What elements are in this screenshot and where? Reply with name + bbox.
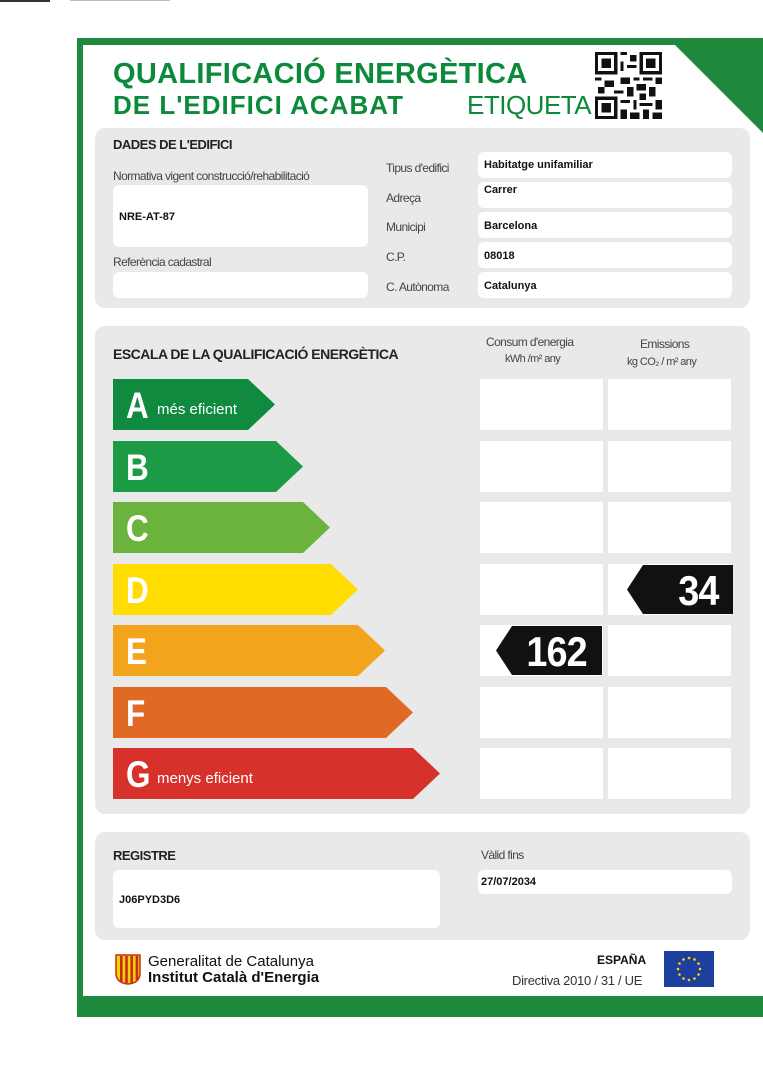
- consum-cell-a: [480, 379, 603, 430]
- eu-star: [699, 968, 702, 971]
- directiva-label: Directiva 2010 / 31 / UE: [512, 973, 643, 988]
- eu-star: [678, 962, 681, 965]
- consum-cell-d: [480, 564, 603, 615]
- eu-star: [682, 958, 685, 961]
- eu-star: [697, 962, 700, 965]
- emissions-cell-c: [608, 502, 731, 553]
- consum-unit: kWh /m² any: [505, 353, 561, 365]
- rating-note-g: menys eficient: [157, 770, 253, 787]
- field-label-municipi: Municipi: [386, 220, 426, 234]
- field-label-cp: C.P.: [386, 250, 406, 264]
- rating-bar-b: [113, 441, 303, 492]
- generalitat-logo-icon: [115, 953, 141, 985]
- qr-code-icon: [595, 52, 662, 119]
- registre-value: J06PYD3D6: [119, 894, 181, 906]
- field-value-municipi: Barcelona: [484, 220, 538, 232]
- eu-star: [678, 973, 681, 976]
- rating-letter-d: D: [126, 570, 149, 611]
- rating-letter-f: F: [126, 693, 146, 734]
- eu-star: [688, 957, 691, 960]
- rating-bar-c: [113, 502, 330, 553]
- eu-star: [677, 968, 680, 971]
- scan-mark: [0, 0, 50, 2]
- field-box-cp: [478, 242, 732, 268]
- rating-letter-a: A: [126, 385, 149, 426]
- field-value-cp: 08018: [484, 250, 515, 262]
- rating-bar-d: [113, 564, 358, 615]
- emissions-cell-e: [608, 625, 731, 676]
- rating-bar-a: [113, 379, 275, 430]
- emissions-cell-g: [608, 748, 731, 799]
- field-label-autonoma: C. Autònoma: [386, 280, 449, 294]
- normativa-label: Normativa vigent construcció/rehabilitació: [113, 169, 310, 183]
- rating-bar-g: [113, 748, 440, 799]
- rating-bar-f: [113, 687, 413, 738]
- consum-indicator: [496, 626, 602, 675]
- emissions-value: 34: [678, 567, 719, 614]
- scale-title: ESCALA DE LA QUALIFICACIÓ ENERGÈTICA: [113, 346, 399, 362]
- eu-star: [693, 958, 696, 961]
- eu-star: [688, 979, 691, 982]
- eu-star: [682, 977, 685, 980]
- valid-value: 27/07/2034: [481, 876, 537, 888]
- etiqueta-label: ETIQUETA: [467, 90, 592, 120]
- consum-cell-c: [480, 502, 603, 553]
- building-section-title: DADES DE L'EDIFICI: [113, 137, 233, 152]
- cadastral-label: Referència cadastral: [113, 255, 212, 269]
- cadastral-box: [113, 272, 368, 298]
- consum-value: 162: [526, 628, 587, 675]
- valid-label: Vàlid fins: [481, 848, 524, 862]
- footer-line: [77, 1016, 763, 1017]
- consum-cell-b: [480, 441, 603, 492]
- emissions-cell-f: [608, 687, 731, 738]
- emissions-cell-a: [608, 379, 731, 430]
- consum-cell-g: [480, 748, 603, 799]
- rating-letter-g: G: [126, 754, 151, 795]
- eu-star: [693, 977, 696, 980]
- rating-note-a: més eficient: [157, 401, 238, 418]
- generalitat-line1: Generalitat de Catalunya: [148, 953, 314, 970]
- rating-letter-c: C: [126, 508, 149, 549]
- generalitat-line2: Institut Català d'Energia: [148, 969, 320, 986]
- field-label-adreca: Adreça: [386, 191, 421, 205]
- normativa-value: NRE-AT-87: [119, 211, 176, 223]
- registre-label: REGISTRE: [113, 848, 176, 863]
- consum-header: Consum d'energia: [486, 335, 574, 349]
- emissions-header: Emissions: [640, 337, 690, 351]
- emissions-unit: kg CO₂ / m² any: [627, 356, 697, 368]
- eu-flag-icon: [664, 951, 714, 987]
- field-value-tipus: Habitatge unifamiliar: [484, 159, 593, 171]
- eu-star: [697, 973, 700, 976]
- espana-label: ESPAÑA: [597, 953, 647, 967]
- scan-mark-2: [70, 0, 170, 1]
- rating-letter-b: B: [126, 447, 149, 488]
- title-line2: DE L'EDIFICI ACABAT: [113, 90, 404, 120]
- emissions-cell-b: [608, 441, 731, 492]
- field-value-autonoma: Catalunya: [484, 280, 537, 292]
- consum-cell-f: [480, 687, 603, 738]
- title-line1: QUALIFICACIÓ ENERGÈTICA: [113, 58, 528, 90]
- field-value-adreca: Carrer: [484, 184, 518, 196]
- field-label-tipus: Tipus d'edifici: [386, 161, 449, 175]
- rating-bar-e: [113, 625, 385, 676]
- rating-letter-e: E: [126, 631, 147, 672]
- emissions-indicator: [627, 565, 733, 614]
